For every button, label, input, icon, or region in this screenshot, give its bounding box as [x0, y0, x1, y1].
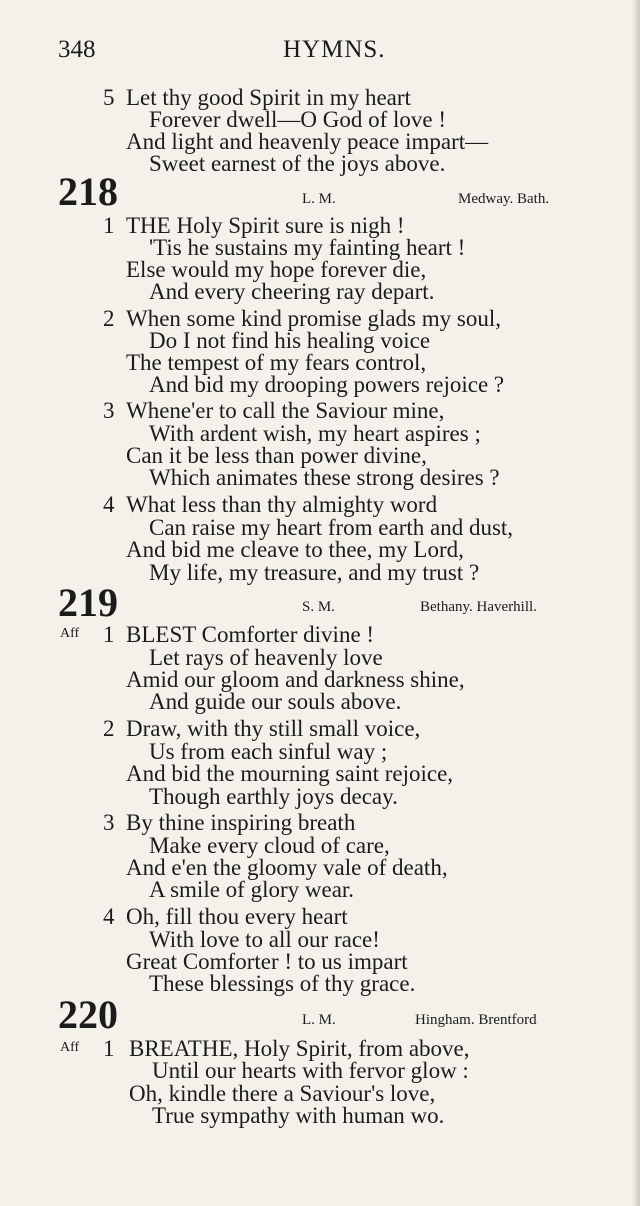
- hymn-meter: L. M.: [302, 1012, 336, 1028]
- verse-line: And bid the mourning saint rejoice,: [126, 761, 454, 786]
- stanza-number: 1: [103, 213, 115, 238]
- verse-line: By thine inspiring breath: [126, 810, 356, 835]
- verse-line: And every cheering ray depart.: [149, 279, 435, 304]
- verse-line: Draw, with thy still small voice,: [126, 716, 421, 741]
- verse-line: My life, my treasure, and my trust ?: [149, 560, 480, 585]
- verse-line: And guide our souls above.: [149, 689, 402, 714]
- verse-line: Oh, kindle there a Saviour's love,: [129, 1081, 436, 1106]
- verse-line: Let rays of heavenly love: [149, 645, 383, 670]
- verse-line: And e'en the gloomy vale of death,: [126, 855, 448, 880]
- stanza-number: 4: [103, 904, 115, 929]
- hymn-meter: L. M.: [302, 191, 336, 207]
- stanza-number: 1: [103, 622, 115, 647]
- verse-line: With love to all our race!: [149, 927, 380, 952]
- verse-line: Make every cloud of care,: [149, 833, 390, 858]
- verse-line: With ardent wish, my heart aspires ;: [149, 421, 481, 446]
- verse-line: THE Holy Spirit sure is nigh !: [126, 213, 405, 238]
- verse-line: Do I not find his healing voice: [149, 328, 431, 353]
- hymn-tunes: Hingham. Brentford: [415, 1012, 537, 1028]
- verse-line: Great Comforter ! to us impart: [126, 949, 408, 974]
- verse-line: Until our hearts with fervor glow :: [152, 1058, 469, 1083]
- hymn-tunes: Bethany. Haverhill.: [420, 599, 537, 615]
- page-number: 348: [58, 36, 96, 63]
- stanza-number: 2: [103, 716, 115, 741]
- verse-line: Amid our gloom and darkness shine,: [126, 667, 465, 692]
- verse-line: And bid me cleave to thee, my Lord,: [126, 537, 464, 562]
- stanza-number: 5: [103, 85, 115, 110]
- verse-line: Forever dwell—O God of love !: [149, 107, 447, 132]
- verse-line: Sweet earnest of the joys above.: [149, 151, 446, 176]
- stanza-number: 4: [103, 492, 115, 517]
- verse-line: And light and heavenly peace impart—: [126, 129, 489, 154]
- verse-line: Whene'er to call the Saviour mine,: [126, 398, 445, 423]
- verse-line: The tempest of my fears control,: [126, 350, 427, 375]
- verse-line: These blessings of thy grace.: [149, 971, 416, 996]
- hymn-number: 218: [58, 169, 118, 214]
- stanza-number: 1: [103, 1036, 115, 1061]
- running-head: HYMNS.: [283, 36, 386, 63]
- hymn-number: 220: [58, 992, 118, 1037]
- verse-line: 'Tis he sustains my fainting heart !: [149, 235, 466, 260]
- verse-line: BLEST Comforter divine !: [126, 622, 375, 647]
- hymn-number: 219: [58, 580, 118, 625]
- verse-line: Us from each sinful way ;: [149, 739, 388, 764]
- hymn-meter: S. M.: [302, 599, 335, 615]
- hymn-tunes: Medway. Bath.: [458, 191, 550, 207]
- verse-line: Can raise my heart from earth and dust,: [149, 515, 514, 540]
- verse-line: BREATHE, Holy Spirit, from above,: [129, 1036, 470, 1061]
- page-edge-shadow: [632, 0, 640, 1206]
- verse-line: A smile of glory wear.: [149, 877, 355, 902]
- verse-line: Oh, fill thou every heart: [126, 904, 348, 929]
- stanza-number: 2: [103, 306, 115, 331]
- page-header: [58, 36, 578, 70]
- hymn-note: Aff: [60, 1040, 80, 1055]
- verse-line: Though earthly joys decay.: [149, 784, 398, 809]
- verse-line: Let thy good Spirit in my heart: [126, 85, 411, 110]
- verse-line: True sympathy with human wo.: [152, 1103, 445, 1128]
- verse-line: And bid my drooping powers rejoice ?: [149, 372, 505, 397]
- hymn-note: Aff: [60, 626, 80, 641]
- stanza-number: 3: [103, 810, 115, 835]
- verse-line: Which animates these strong desires ?: [149, 465, 500, 490]
- verse-line: Can it be less than power divine,: [126, 443, 427, 468]
- verse-line: When some kind promise glads my soul,: [126, 306, 501, 331]
- verse-line: What less than thy almighty word: [126, 492, 438, 517]
- stanza-number: 3: [103, 398, 115, 423]
- verse-line: Else would my hope forever die,: [126, 257, 427, 282]
